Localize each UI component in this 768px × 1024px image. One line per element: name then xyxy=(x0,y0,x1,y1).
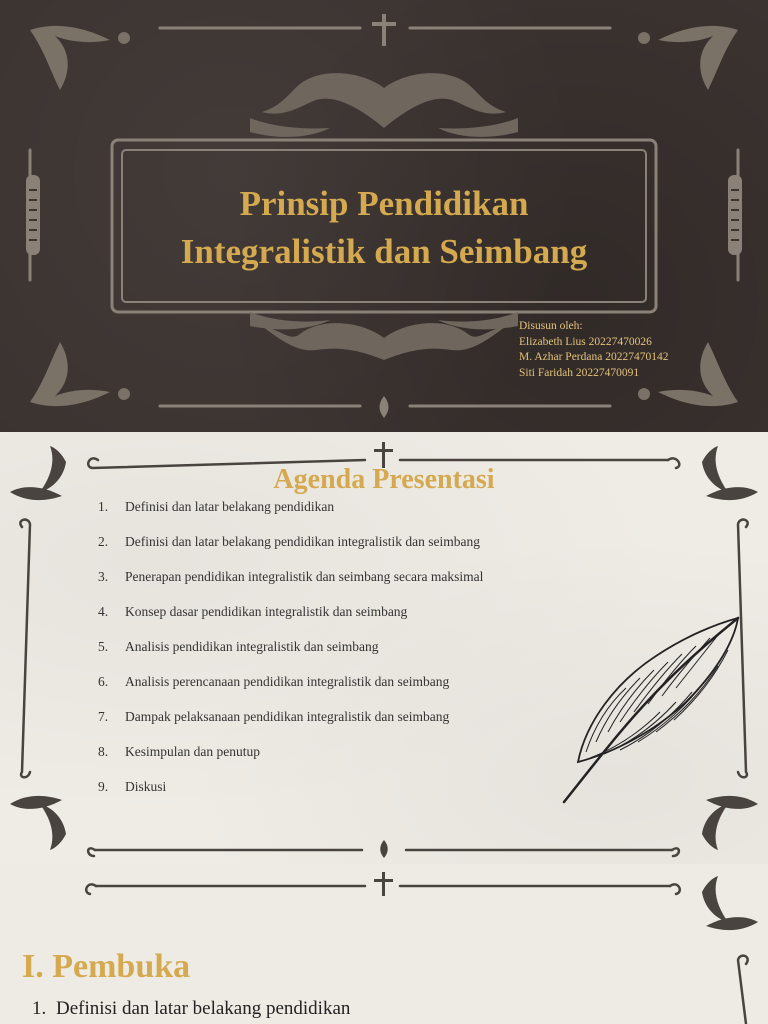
slide-pembuka[interactable] xyxy=(0,864,768,1024)
slide-agenda[interactable] xyxy=(0,432,768,864)
section-title: I. Pembuka xyxy=(22,948,191,985)
authors-block xyxy=(519,319,668,381)
agenda-item xyxy=(98,604,568,639)
agenda-item xyxy=(98,674,568,709)
agenda-item-number: 3. xyxy=(98,569,109,584)
agenda-item-number: 9. xyxy=(98,779,109,794)
cross-ornament-top xyxy=(372,14,396,46)
agenda-item xyxy=(98,534,568,569)
author-2: M. Azhar Perdana 20227470142 xyxy=(519,351,669,363)
agenda-item-number: 6. xyxy=(98,674,109,689)
acanthus-top xyxy=(250,73,518,137)
drop-ornament-bottom xyxy=(380,840,388,858)
agenda-item xyxy=(98,744,568,779)
title-block xyxy=(120,148,648,308)
agenda-item xyxy=(98,709,568,744)
agenda-item-number: 1. xyxy=(98,499,109,514)
agenda-item-text: Kesimpulan dan penutup xyxy=(125,744,260,759)
author-3: Siti Faridah 20227470091 xyxy=(519,366,640,379)
agenda-item-number: 4. xyxy=(98,604,109,619)
author-1: Elizabeth Lius 20227470026 xyxy=(519,335,652,348)
agenda-item-number: 2. xyxy=(98,534,109,549)
agenda-item-number: 5. xyxy=(98,639,109,654)
agenda-title: Agenda Presentasi xyxy=(273,464,495,495)
agenda-item-text: Diskusi xyxy=(125,779,167,794)
agenda-item xyxy=(98,569,568,604)
feather-icon xyxy=(556,612,742,808)
acanthus-bottom xyxy=(250,312,518,360)
agenda-list xyxy=(98,499,568,814)
agenda-item xyxy=(98,779,568,814)
corner-flourishes xyxy=(702,876,758,930)
agenda-item-text: Analisis perencanaan pendidikan integralistik dan seimbang xyxy=(125,674,450,689)
agenda-item-text: Konsep dasar pendidikan integralistik dan seimbang xyxy=(125,604,408,619)
agenda-item-number: 8. xyxy=(98,744,109,759)
slide-title[interactable] xyxy=(0,0,768,432)
agenda-item xyxy=(98,639,568,674)
agenda-item-text: Analisis pendidikan integralistik dan seimbang xyxy=(125,639,379,654)
agenda-item xyxy=(98,499,568,534)
drop-ornament-bottom xyxy=(380,396,389,418)
agenda-item-text: Dampak pelaksanaan pendidikan integralistik dan seimbang xyxy=(125,709,450,724)
title-line-1: Prinsip Pendidikan xyxy=(239,184,529,223)
agenda-item-number: 7. xyxy=(98,709,109,724)
agenda-item-text: Definisi dan latar belakang pendidikan integralistik dan seimbang xyxy=(125,534,481,549)
cross-ornament-top xyxy=(374,872,393,896)
agenda-item-text: Penerapan pendidikan integralistik dan seimbang secara maksimal xyxy=(125,569,484,584)
authors-label: Disusun oleh: xyxy=(519,320,583,332)
agenda-item-text: Definisi dan latar belakang pendidikan xyxy=(125,499,335,514)
section-item-text: Definisi dan latar belakang pendidikan xyxy=(56,998,351,1019)
title-line-2: Integralistik dan Seimbang xyxy=(180,232,588,271)
section-item-number: 1. xyxy=(32,998,47,1019)
section-item xyxy=(32,998,350,1020)
